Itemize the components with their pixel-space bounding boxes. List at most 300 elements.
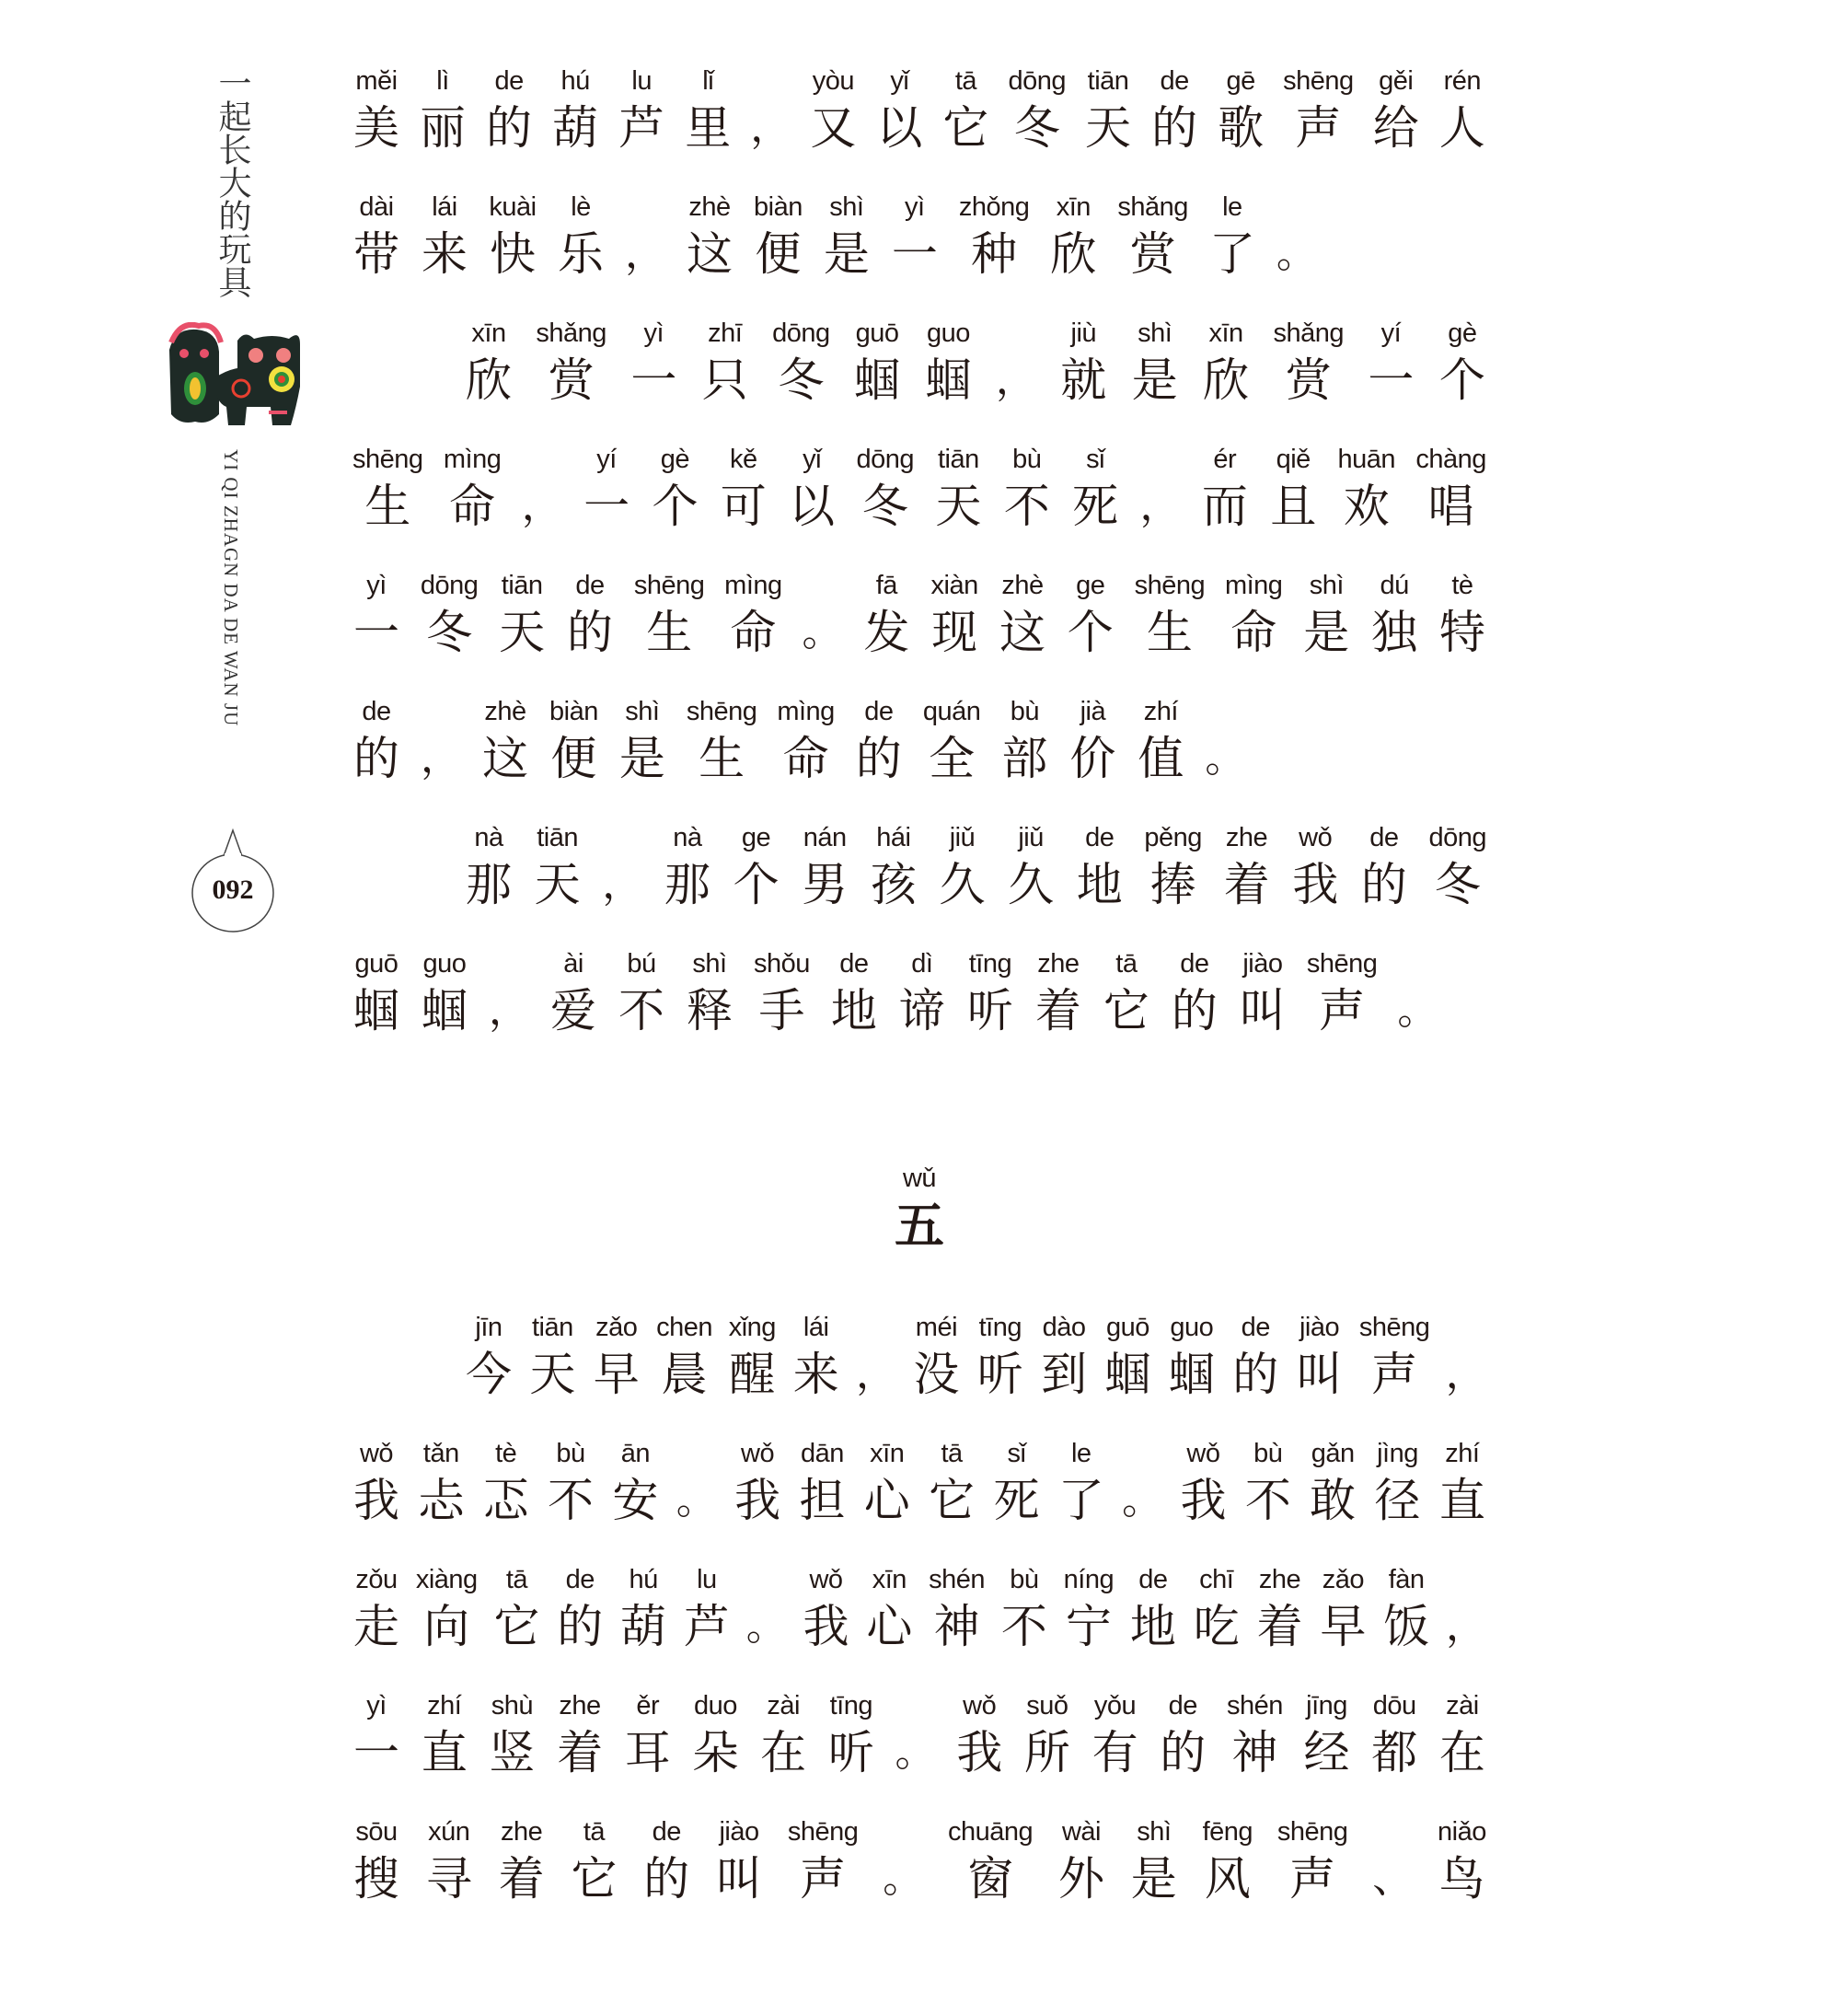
pinyin: de: [1241, 1313, 1270, 1342]
pinyin: mìng: [443, 445, 502, 474]
hanzi: 了: [1057, 1474, 1104, 1527]
pinyin: fā: [875, 571, 897, 600]
hanzi: 手: [758, 984, 805, 1037]
pinyin: bù: [556, 1439, 585, 1468]
text-line: [352, 1561, 1486, 1687]
pinyin: dōng: [1008, 66, 1066, 96]
hanzi: 个: [1067, 606, 1114, 659]
hanzi: 蝈: [353, 984, 399, 1037]
hanzi: 的: [855, 732, 902, 785]
pinyin: yǐ: [890, 66, 909, 96]
hanzi: 美: [353, 101, 399, 155]
pinyin: yí: [596, 445, 617, 474]
hanzi: 乐: [558, 227, 604, 281]
hanzi: 蝈: [422, 984, 468, 1037]
character-with-pinyin: [1239, 945, 1287, 1039]
pinyin: tā: [505, 1565, 528, 1594]
hanzi: 的: [1151, 101, 1198, 155]
pinyin: shù: [491, 1691, 533, 1720]
pinyin: shēng: [633, 571, 705, 600]
hanzi: 我: [734, 1474, 781, 1527]
hanzi: 走: [353, 1600, 399, 1653]
character-with-pinyin: [1008, 63, 1066, 156]
character-with-pinyin: [1302, 567, 1350, 661]
hanzi: ，: [995, 356, 1036, 403]
text-line: [352, 63, 1486, 189]
pinyin: shén: [929, 1565, 986, 1594]
character-with-pinyin: [1023, 1687, 1071, 1781]
pinyin: shēng: [787, 1817, 859, 1847]
pinyin: shǎng: [1117, 192, 1188, 222]
pinyin: dān: [800, 1439, 844, 1468]
character-with-pinyin: [593, 1309, 641, 1403]
hanzi: 窗: [967, 1852, 1014, 1906]
hanzi: 的: [643, 1852, 690, 1906]
folk-toy-illustration: [162, 322, 302, 433]
character-with-pinyin: [611, 1435, 659, 1529]
character-with-pinyin: [999, 567, 1046, 661]
pinyin: shǎng: [1273, 319, 1345, 348]
character-with-pinyin: [938, 819, 986, 913]
pinyin: wǒ: [963, 1691, 997, 1720]
hanzi: 风: [1204, 1852, 1251, 1906]
pinyin: jià: [1080, 697, 1106, 726]
pinyin: jīn: [475, 1313, 502, 1342]
character-with-pinyin: [352, 567, 400, 661]
hanzi: 命: [1230, 606, 1277, 659]
punctuation: [676, 1435, 717, 1529]
hanzi: 可: [720, 480, 767, 533]
text-line: [352, 693, 1486, 819]
pinyin: de: [864, 697, 894, 726]
hanzi: 的: [1232, 1348, 1279, 1401]
character-with-pinyin: [465, 315, 513, 409]
pinyin: ér: [1213, 445, 1237, 474]
pinyin: dōng: [1428, 823, 1486, 852]
hanzi: 醒: [729, 1348, 776, 1401]
hanzi: 一: [353, 1726, 399, 1779]
pinyin: lái: [432, 192, 457, 222]
character-with-pinyin: [1103, 1309, 1151, 1403]
character-with-pinyin: [976, 1309, 1024, 1403]
character-with-pinyin: [684, 63, 732, 156]
hanzi: 的: [1360, 858, 1407, 911]
punctuation: [1446, 1561, 1486, 1655]
hanzi: 蝈: [854, 353, 901, 407]
pinyin: fàn: [1388, 1565, 1425, 1594]
pinyin: hú: [560, 66, 590, 96]
section-heading-text: 五: [895, 1196, 944, 1255]
pinyin: gè: [660, 445, 690, 474]
hanzi: 赏: [548, 353, 595, 407]
section-heading: [352, 1160, 1486, 1254]
pinyin: de: [1168, 1691, 1197, 1720]
hanzi: 欣: [1050, 227, 1097, 281]
character-with-pinyin: [1360, 819, 1408, 913]
character-with-pinyin: [1370, 1687, 1418, 1781]
pinyin: dài: [359, 192, 394, 222]
punctuation: [421, 693, 461, 787]
character-with-pinyin: [1091, 1687, 1139, 1781]
pinyin: tā: [583, 1817, 606, 1847]
character-with-pinyin: [870, 819, 918, 913]
pinyin: de: [362, 697, 391, 726]
pinyin: méi: [915, 1313, 958, 1342]
pinyin: chī: [1199, 1565, 1234, 1594]
character-with-pinyin: [798, 1435, 846, 1529]
hanzi: 赏: [1129, 227, 1176, 281]
character-with-pinyin: [352, 1561, 400, 1655]
pinyin: wài: [1061, 1817, 1101, 1847]
character-with-pinyin: [830, 945, 878, 1039]
punctuation: [856, 1309, 896, 1403]
pinyin: ěr: [636, 1691, 660, 1720]
text-line: [352, 945, 1486, 1072]
character-with-pinyin: [1359, 1309, 1430, 1403]
hanzi: 它: [929, 1474, 976, 1527]
character-with-pinyin: [352, 441, 423, 535]
character-with-pinyin: [492, 1561, 540, 1655]
character-with-pinyin: [1438, 63, 1486, 156]
hanzi: 所: [1023, 1726, 1070, 1779]
text-line: [352, 1813, 1486, 1940]
character-with-pinyin: [1225, 567, 1282, 661]
hanzi: 欣: [466, 353, 512, 407]
pinyin: chàng: [1415, 445, 1486, 474]
character-with-pinyin: [948, 1813, 1033, 1907]
pinyin: mìng: [724, 571, 782, 600]
hanzi: 一: [630, 353, 677, 407]
hanzi: 死: [1072, 480, 1119, 533]
pinyin: mĕi: [355, 66, 398, 96]
character-with-pinyin: [823, 189, 871, 283]
character-with-pinyin: [923, 693, 981, 787]
pinyin: lǐ: [702, 66, 714, 96]
hanzi: 我: [803, 1600, 849, 1653]
hanzi: 个: [652, 480, 699, 533]
pinyin: jiào: [1242, 949, 1283, 979]
pinyin: jiǔ: [1018, 823, 1044, 852]
character-with-pinyin: [570, 1813, 618, 1907]
hanzi: ，: [521, 482, 562, 529]
pinyin: bú: [627, 949, 656, 979]
pinyin: jiù: [1070, 319, 1097, 348]
pinyin: tīng: [978, 1313, 1022, 1342]
punctuation: [996, 315, 1036, 409]
hanzi: 一: [353, 606, 399, 659]
pinyin: zài: [767, 1691, 800, 1720]
hanzi: 地: [830, 984, 877, 1037]
hanzi: 男: [802, 858, 849, 911]
character-with-pinyin: [642, 1813, 690, 1907]
character-with-pinyin: [1283, 63, 1354, 156]
character-with-pinyin: [928, 1435, 976, 1529]
text-line: [352, 567, 1486, 693]
hanzi: 释: [687, 984, 733, 1037]
pinyin: níng: [1063, 1565, 1115, 1594]
hanzi: 声: [1371, 1348, 1418, 1401]
hanzi: ，: [1139, 482, 1181, 529]
pinyin: tiān: [537, 823, 579, 852]
pinyin: dì: [911, 949, 933, 979]
character-with-pinyin: [1428, 819, 1486, 913]
pinyin: dào: [1042, 1313, 1086, 1342]
hanzi: ，: [602, 861, 643, 908]
character-with-pinyin: [1291, 819, 1339, 913]
character-with-pinyin: [1000, 693, 1048, 787]
pinyin: zài: [1446, 1691, 1479, 1720]
pinyin: shì: [829, 192, 864, 222]
pinyin: zhe: [1037, 949, 1080, 979]
hanzi: 它: [942, 101, 989, 155]
pinyin: zhī: [708, 319, 743, 348]
pinyin: jīng: [1306, 1691, 1347, 1720]
pinyin: tā: [954, 66, 977, 96]
pinyin: jiào: [719, 1817, 759, 1847]
hanzi: 欢: [1343, 480, 1390, 533]
hanzi: 吃: [1193, 1600, 1240, 1653]
character-with-pinyin: [556, 1687, 604, 1781]
hanzi: 冬: [778, 353, 825, 407]
pinyin: zhè: [688, 192, 731, 222]
pinyin: de: [1085, 823, 1115, 852]
hanzi: 且: [1270, 480, 1317, 533]
page-number-bubble: [191, 827, 275, 935]
hanzi: ，: [1445, 1603, 1486, 1650]
pinyin: shēng: [352, 445, 423, 474]
pinyin: de: [1369, 823, 1399, 852]
pinyin: tè: [495, 1439, 517, 1468]
character-with-pinyin: [1129, 1561, 1177, 1655]
character-with-pinyin: [417, 1435, 465, 1529]
pinyin: yì: [643, 319, 664, 348]
pinyin: xīn: [872, 1565, 907, 1594]
pinyin: shì: [625, 697, 660, 726]
pinyin: xún: [428, 1817, 470, 1847]
pinyin: fēng: [1202, 1817, 1253, 1847]
pinyin: guo: [1170, 1313, 1214, 1342]
pinyin: gěi: [1379, 66, 1414, 96]
pinyin: bù: [1010, 697, 1039, 726]
pinyin: kuài: [489, 192, 537, 222]
pinyin: jìng: [1377, 1439, 1418, 1468]
hanzi: 只: [701, 353, 748, 407]
hanzi: 这: [482, 732, 528, 785]
pinyin: dōng: [420, 571, 479, 600]
pinyin: tīng: [968, 949, 1012, 979]
text-line: [352, 1435, 1486, 1561]
hanzi: 。: [1122, 1477, 1163, 1523]
hanzi: 的: [1171, 984, 1218, 1037]
pinyin: guō: [1106, 1313, 1149, 1342]
character-with-pinyin: [788, 1813, 859, 1907]
character-with-pinyin: [1256, 1561, 1304, 1655]
character-with-pinyin: [352, 1435, 400, 1529]
character-with-pinyin: [1135, 567, 1206, 661]
character-with-pinyin: [1319, 1561, 1367, 1655]
character-with-pinyin: [934, 441, 982, 535]
character-with-pinyin: [421, 189, 468, 283]
toy-large-figure-icon: [215, 334, 300, 425]
pinyin: guō: [855, 319, 899, 348]
hanzi: 又: [810, 101, 857, 155]
pinyin: rén: [1443, 66, 1481, 96]
hanzi: 。: [895, 1729, 936, 1776]
pinyin: zhe: [1258, 1565, 1301, 1594]
book-title-pinyin-vertical: YI QI ZHAGN DA DE WAN JU: [220, 449, 242, 727]
pinyin: le: [1070, 1439, 1091, 1468]
character-with-pinyin: [1374, 1435, 1422, 1529]
pinyin: pěng: [1144, 823, 1202, 852]
punctuation: [1139, 441, 1180, 535]
character-with-pinyin: [624, 1687, 672, 1781]
hanzi: 它: [493, 1600, 540, 1653]
hanzi: 那: [664, 858, 710, 911]
character-with-pinyin: [619, 1561, 667, 1655]
character-with-pinyin: [720, 441, 768, 535]
hanzi: 以: [876, 101, 923, 155]
character-with-pinyin: [498, 1813, 546, 1907]
character-with-pinyin: [1137, 693, 1184, 787]
character-with-pinyin: [549, 693, 598, 787]
pinyin: gè: [1448, 319, 1477, 348]
hanzi: 冬: [1013, 101, 1060, 155]
hanzi: 搜: [353, 1852, 399, 1906]
pinyin: mìng: [1224, 571, 1283, 600]
hanzi: 个: [1438, 353, 1485, 407]
pinyin: zhǒng: [958, 192, 1030, 222]
hanzi: 我: [1180, 1474, 1227, 1527]
character-with-pinyin: [465, 819, 513, 913]
hanzi: 声: [1295, 101, 1342, 155]
hanzi: 听: [966, 984, 1013, 1037]
character-with-pinyin: [754, 945, 810, 1039]
hanzi: 生: [699, 732, 745, 785]
character-with-pinyin: [955, 1687, 1003, 1781]
pinyin: tǎn: [422, 1439, 459, 1468]
pinyin: zhe: [500, 1817, 543, 1847]
character-with-pinyin: [1171, 945, 1219, 1039]
character-with-pinyin: [724, 567, 781, 661]
pinyin: ge: [741, 823, 771, 852]
character-with-pinyin: [772, 315, 830, 409]
hanzi: 鸟: [1438, 1852, 1485, 1906]
hanzi: 叫: [716, 1852, 763, 1906]
hanzi: 生: [1146, 606, 1193, 659]
pinyin: yǐ: [803, 445, 822, 474]
story-text: [352, 63, 1486, 1940]
hanzi: 忐: [418, 1474, 465, 1527]
character-with-pinyin: [551, 63, 599, 156]
character-with-pinyin: [1040, 1309, 1088, 1403]
hanzi: 命: [782, 732, 829, 785]
hanzi: 命: [730, 606, 777, 659]
hanzi: 天: [529, 1348, 576, 1401]
pinyin: zhe: [559, 1691, 601, 1720]
punctuation: [1205, 693, 1245, 787]
pinyin: shēng: [1276, 1817, 1348, 1847]
character-with-pinyin: [898, 945, 946, 1039]
pinyin: shēng: [1306, 949, 1378, 979]
hanzi: 的: [353, 732, 399, 785]
pinyin: suǒ: [1026, 1691, 1068, 1720]
pinyin: xiàn: [930, 571, 978, 600]
character-with-pinyin: [656, 1309, 712, 1403]
character-with-pinyin: [528, 1309, 576, 1403]
hanzi: ，: [625, 230, 665, 277]
pinyin: shì: [1137, 1817, 1172, 1847]
character-with-pinyin: [959, 189, 1030, 283]
hanzi: 芦: [618, 101, 665, 155]
character-with-pinyin: [421, 945, 468, 1039]
hanzi: 快: [490, 227, 536, 281]
character-with-pinyin: [715, 1813, 763, 1907]
hanzi: 这: [999, 606, 1045, 659]
hanzi: ，: [750, 104, 791, 151]
hanzi: 带: [353, 227, 399, 281]
hanzi: 一: [1368, 353, 1415, 407]
pinyin: zhè: [1001, 571, 1044, 600]
pinyin: de: [839, 949, 869, 979]
character-with-pinyin: [1179, 1435, 1227, 1529]
pinyin: zhí: [427, 1691, 462, 1720]
hanzi: 。: [1276, 230, 1317, 277]
paragraphs-before-heading: [352, 63, 1486, 1072]
character-with-pinyin: [853, 315, 901, 409]
hanzi: 的: [557, 1600, 604, 1653]
character-with-pinyin: [1202, 315, 1250, 409]
character-with-pinyin: [566, 567, 614, 661]
hanzi: 。: [1397, 987, 1438, 1034]
hanzi: 向: [423, 1600, 470, 1653]
character-with-pinyin: [352, 189, 400, 283]
hanzi: 没: [913, 1348, 960, 1401]
hanzi: 是: [1131, 353, 1178, 407]
pinyin: de: [494, 66, 524, 96]
hanzi: 蝈: [1104, 1348, 1151, 1401]
pinyin: tīng: [829, 1691, 872, 1720]
character-with-pinyin: [352, 1687, 400, 1781]
hanzi: 晨: [661, 1348, 708, 1401]
hanzi: 人: [1438, 101, 1485, 155]
hanzi: 天: [534, 858, 581, 911]
character-with-pinyin: [924, 315, 972, 409]
character-with-pinyin: [489, 189, 537, 283]
pinyin: bù: [1012, 445, 1042, 474]
character-with-pinyin: [1150, 63, 1198, 156]
hanzi: 孩: [870, 858, 917, 911]
character-with-pinyin: [352, 1813, 400, 1907]
character-with-pinyin: [801, 819, 849, 913]
hanzi: 寻: [425, 1852, 472, 1906]
paragraph: [352, 63, 1486, 315]
pinyin: guō: [354, 949, 398, 979]
hanzi: 一: [583, 480, 630, 533]
pinyin: sǐ: [1007, 1439, 1026, 1468]
punctuation: [1397, 945, 1438, 1039]
character-with-pinyin: [733, 1435, 781, 1529]
hanzi: 冬: [861, 480, 908, 533]
hanzi: 不: [1000, 1600, 1047, 1653]
hanzi: 生: [364, 480, 411, 533]
pinyin: tā: [1115, 949, 1138, 979]
pinyin: nà: [474, 823, 503, 852]
hanzi: 芦: [683, 1600, 730, 1653]
pinyin: quán: [922, 697, 981, 726]
hanzi: 不: [1003, 480, 1050, 533]
hanzi: 生: [646, 606, 693, 659]
page-number: 092: [212, 875, 254, 905]
